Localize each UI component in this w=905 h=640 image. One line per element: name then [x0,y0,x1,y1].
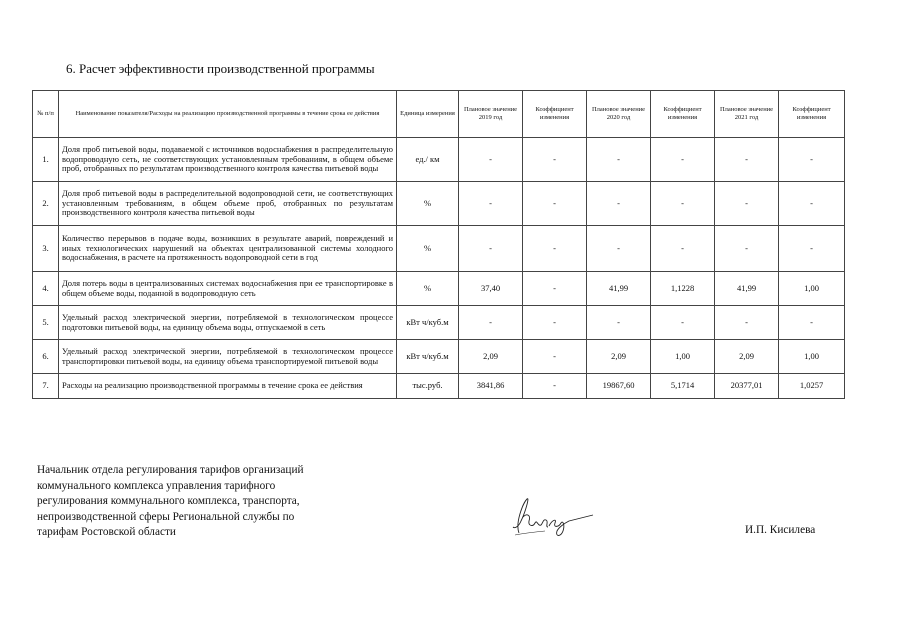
value-coef-2021: 1,00 [779,272,845,306]
value-coef-2019: - [523,138,587,182]
value-coef-2019: - [523,272,587,306]
row-unit: кВт ч/куб.м [397,306,459,340]
row-unit: ед./ км [397,138,459,182]
row-number: 3. [33,226,59,272]
header-unit: Единица измерения [397,91,459,138]
row-unit: % [397,182,459,226]
row-number: 1. [33,138,59,182]
value-plan-2019: - [459,138,523,182]
row-unit: кВт ч/куб.м [397,340,459,374]
value-coef-2020: - [651,138,715,182]
value-plan-2021: - [715,226,779,272]
value-plan-2021: 20377,01 [715,374,779,399]
table-row [33,272,845,306]
value-coef-2021: 1,0257 [779,374,845,399]
value-plan-2019: 3841,86 [459,374,523,399]
value-plan-2021: 41,99 [715,272,779,306]
value-plan-2020: 19867,60 [587,374,651,399]
row-name: Расходы на реализацию производственной программы в течение срока ее действия [59,374,397,399]
signature-line: тарифам Ростовской области [37,526,176,538]
row-name: Удельный расход электрической энергии, потребляемой в технологическом процессе транспортировки питьевой воды, на единицу объема транспортируемой питьевой воды [59,340,397,374]
header-coef-2021: Коэффициент изменения [779,91,845,138]
row-unit: % [397,226,459,272]
value-coef-2020: - [651,182,715,226]
header-plan-2020: Плановое значение 2020 год [587,91,651,138]
value-plan-2019: 2,09 [459,340,523,374]
value-plan-2020: 41,99 [587,272,651,306]
section-heading: 6. Расчет эффективности производственной программы [66,61,375,76]
row-number: 6. [33,340,59,374]
value-coef-2019: - [523,182,587,226]
row-name: Доля потерь воды в централизованных системах водоснабжения при ее транспортировке в общем объеме воды, поданной в водопроводную сеть [59,272,397,306]
signature-line: Начальник отдела регулирования тарифов организаций [37,464,304,476]
value-plan-2020: - [587,138,651,182]
value-plan-2019: - [459,306,523,340]
value-plan-2021: - [715,306,779,340]
row-number: 2. [33,182,59,226]
value-coef-2021: - [779,138,845,182]
value-coef-2019: - [523,374,587,399]
value-plan-2021: - [715,138,779,182]
table-row [33,340,845,374]
value-plan-2019: - [459,226,523,272]
signature-block [37,463,367,541]
value-coef-2020: - [651,226,715,272]
row-name: Доля проб питьевой воды в распределительной водопроводной сети, не соответствующих установленным требованиям, в общем объеме проб, отобранных по результатам производственного контроля качества питьевой воды [59,182,397,226]
value-coef-2019: - [523,226,587,272]
row-name: Количество перерывов в подаче воды, возникших в результате аварий, повреждений и иных технологических нарушений на объектах централизованной системы холодного водоснабжения, в расчете на протяженность водопроводной сети в год [59,226,397,272]
table-row [33,138,845,182]
row-name: Удельный расход электрической энергии, потребляемой в технологическом процессе подготовки питьевой воды, на единицу объема воды, отпускаемой в сеть [59,306,397,340]
value-coef-2021: - [779,306,845,340]
value-plan-2021: - [715,182,779,226]
row-number: 7. [33,374,59,399]
value-coef-2021: - [779,226,845,272]
header-name: Наименование показателя/Расходы на реализацию производственной программы в течение срока ее действия [59,91,397,138]
row-number: 5. [33,306,59,340]
value-coef-2020: 1,1228 [651,272,715,306]
row-number: 4. [33,272,59,306]
table-row [33,374,845,399]
header-plan-2019: Плановое значение 2019 год [459,91,523,138]
row-unit: % [397,272,459,306]
signature-line: коммунального комплекса управления тарифного [37,479,276,492]
value-plan-2021: 2,09 [715,340,779,374]
value-coef-2020: - [651,306,715,340]
header-coef-2020: Коэффициент изменения [651,91,715,138]
value-coef-2019: - [523,340,587,374]
table-row [33,306,845,340]
signature-line: регулирования коммунального комплекса, транспорта, [37,495,300,507]
value-plan-2020: 2,09 [587,340,651,374]
table-row [33,182,845,226]
row-name: Доля проб питьевой воды, подаваемой с источников водоснабжения в распределительную водопроводную сеть, не соответствующих установленным требованиям, в общем объеме проб, отобранных по результатам производственного контроля качества питьевой воды [59,138,397,182]
value-plan-2019: 37,40 [459,272,523,306]
row-unit: тыс.руб. [397,374,459,399]
value-plan-2019: - [459,182,523,226]
header-coef-2019: Коэффициент изменения [523,91,587,138]
table-row [33,226,845,272]
handwritten-signature [505,493,600,548]
header-plan-2021: Плановое значение 2021 год [715,91,779,138]
signature-line: непроизводственной сферы Региональной службы по [37,510,295,523]
table-header-row [33,91,845,138]
value-coef-2019: - [523,306,587,340]
value-coef-2020: 1,00 [651,340,715,374]
signature-image [505,493,600,543]
value-coef-2021: - [779,182,845,226]
value-plan-2020: - [587,226,651,272]
signer-name: И.П. Кисилева [745,524,816,536]
efficiency-table [32,90,845,399]
header-num: № п/п [33,91,59,138]
value-plan-2020: - [587,306,651,340]
value-coef-2021: 1,00 [779,340,845,374]
value-plan-2020: - [587,182,651,226]
value-coef-2020: 5,1714 [651,374,715,399]
